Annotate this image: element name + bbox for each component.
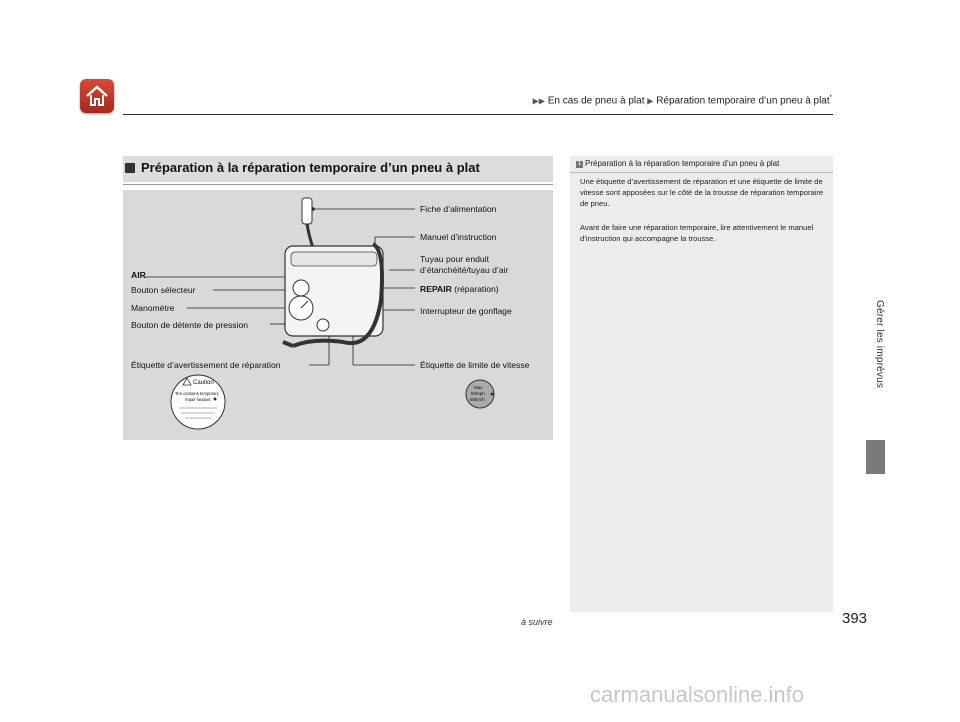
header-divider <box>123 114 833 115</box>
section-divider <box>123 184 553 185</box>
option-marker: * <box>829 95 832 101</box>
speed-sticker-line1: Max <box>474 385 483 390</box>
label-pressure-release: Bouton de détente de pression <box>131 320 249 330</box>
label-hose-line1: Tuyau pour enduit <box>420 254 489 264</box>
breadcrumb-current: Réparation temporaire d’un pneu à plat <box>656 95 830 107</box>
note-title: 1 Préparation à la réparation temporaire d’un pneu à plat <box>577 159 780 168</box>
label-inflation-switch: Interrupteur de gonflage <box>420 306 512 316</box>
speed-sticker-line2: 50mph <box>471 391 485 396</box>
breadcrumb-arrow-icon: ▶▶ <box>532 96 545 106</box>
label-speed-limit: Étiquette de limite de vitesse <box>420 360 530 370</box>
chapter-tab-label: Gérer les imprévus <box>874 300 885 389</box>
breadcrumb-arrow-icon: ▶ <box>647 96 654 106</box>
label-gauge: Manomètre <box>131 303 175 313</box>
caution-sticker-title: Caution <box>193 380 214 386</box>
breadcrumb-link-flat-tire[interactable]: En cas de pneu à plat <box>547 95 645 107</box>
speed-sticker-line3: 80km/h <box>470 397 485 402</box>
note-paragraph-1: Une étiquette d’avertissement de réparation et une étiquette de limite de vitesse sont apposées sur le côté de la trousse de réparation temporaire de pneu. <box>580 177 824 208</box>
section-heading <box>123 156 553 182</box>
home-icon <box>84 83 110 109</box>
page-number: 393 <box>842 610 868 627</box>
label-air: AIR <box>131 270 146 280</box>
continued-indicator: à suivre <box>521 617 553 627</box>
note-paragraph-2: Avant de faire une réparation temporaire, lire attentivement le manuel d’instruction qui accompagne la trousse. <box>580 223 814 243</box>
note-divider <box>570 172 833 173</box>
label-power-plug: Fiche d’alimentation <box>420 204 497 214</box>
label-instruction-manual: Manuel d’instruction <box>420 232 497 242</box>
note-marker-icon: 1 <box>577 161 582 167</box>
label-hose-line2: d’étanchéité/tuyau d’air <box>420 265 509 275</box>
chapter-tab[interactable] <box>866 440 885 474</box>
section-bullet-icon <box>125 163 135 173</box>
label-repair-warning: Étiquette d’avertissement de réparation <box>131 360 281 370</box>
caution-sticker-line1: Tire contains temporary <box>175 391 219 396</box>
label-repair: REPAIR (réparation) <box>420 284 499 294</box>
caution-sticker-line2: repair sealant. <box>185 397 212 402</box>
note-panel <box>570 156 833 612</box>
section-title: Préparation à la réparation temporaire d’un pneu à plat <box>141 160 480 175</box>
watermark: carmanualsonline.info <box>590 682 805 707</box>
breadcrumb <box>533 95 832 106</box>
label-selector-knob: Bouton sélecteur <box>131 285 196 295</box>
home-button[interactable] <box>80 79 114 113</box>
